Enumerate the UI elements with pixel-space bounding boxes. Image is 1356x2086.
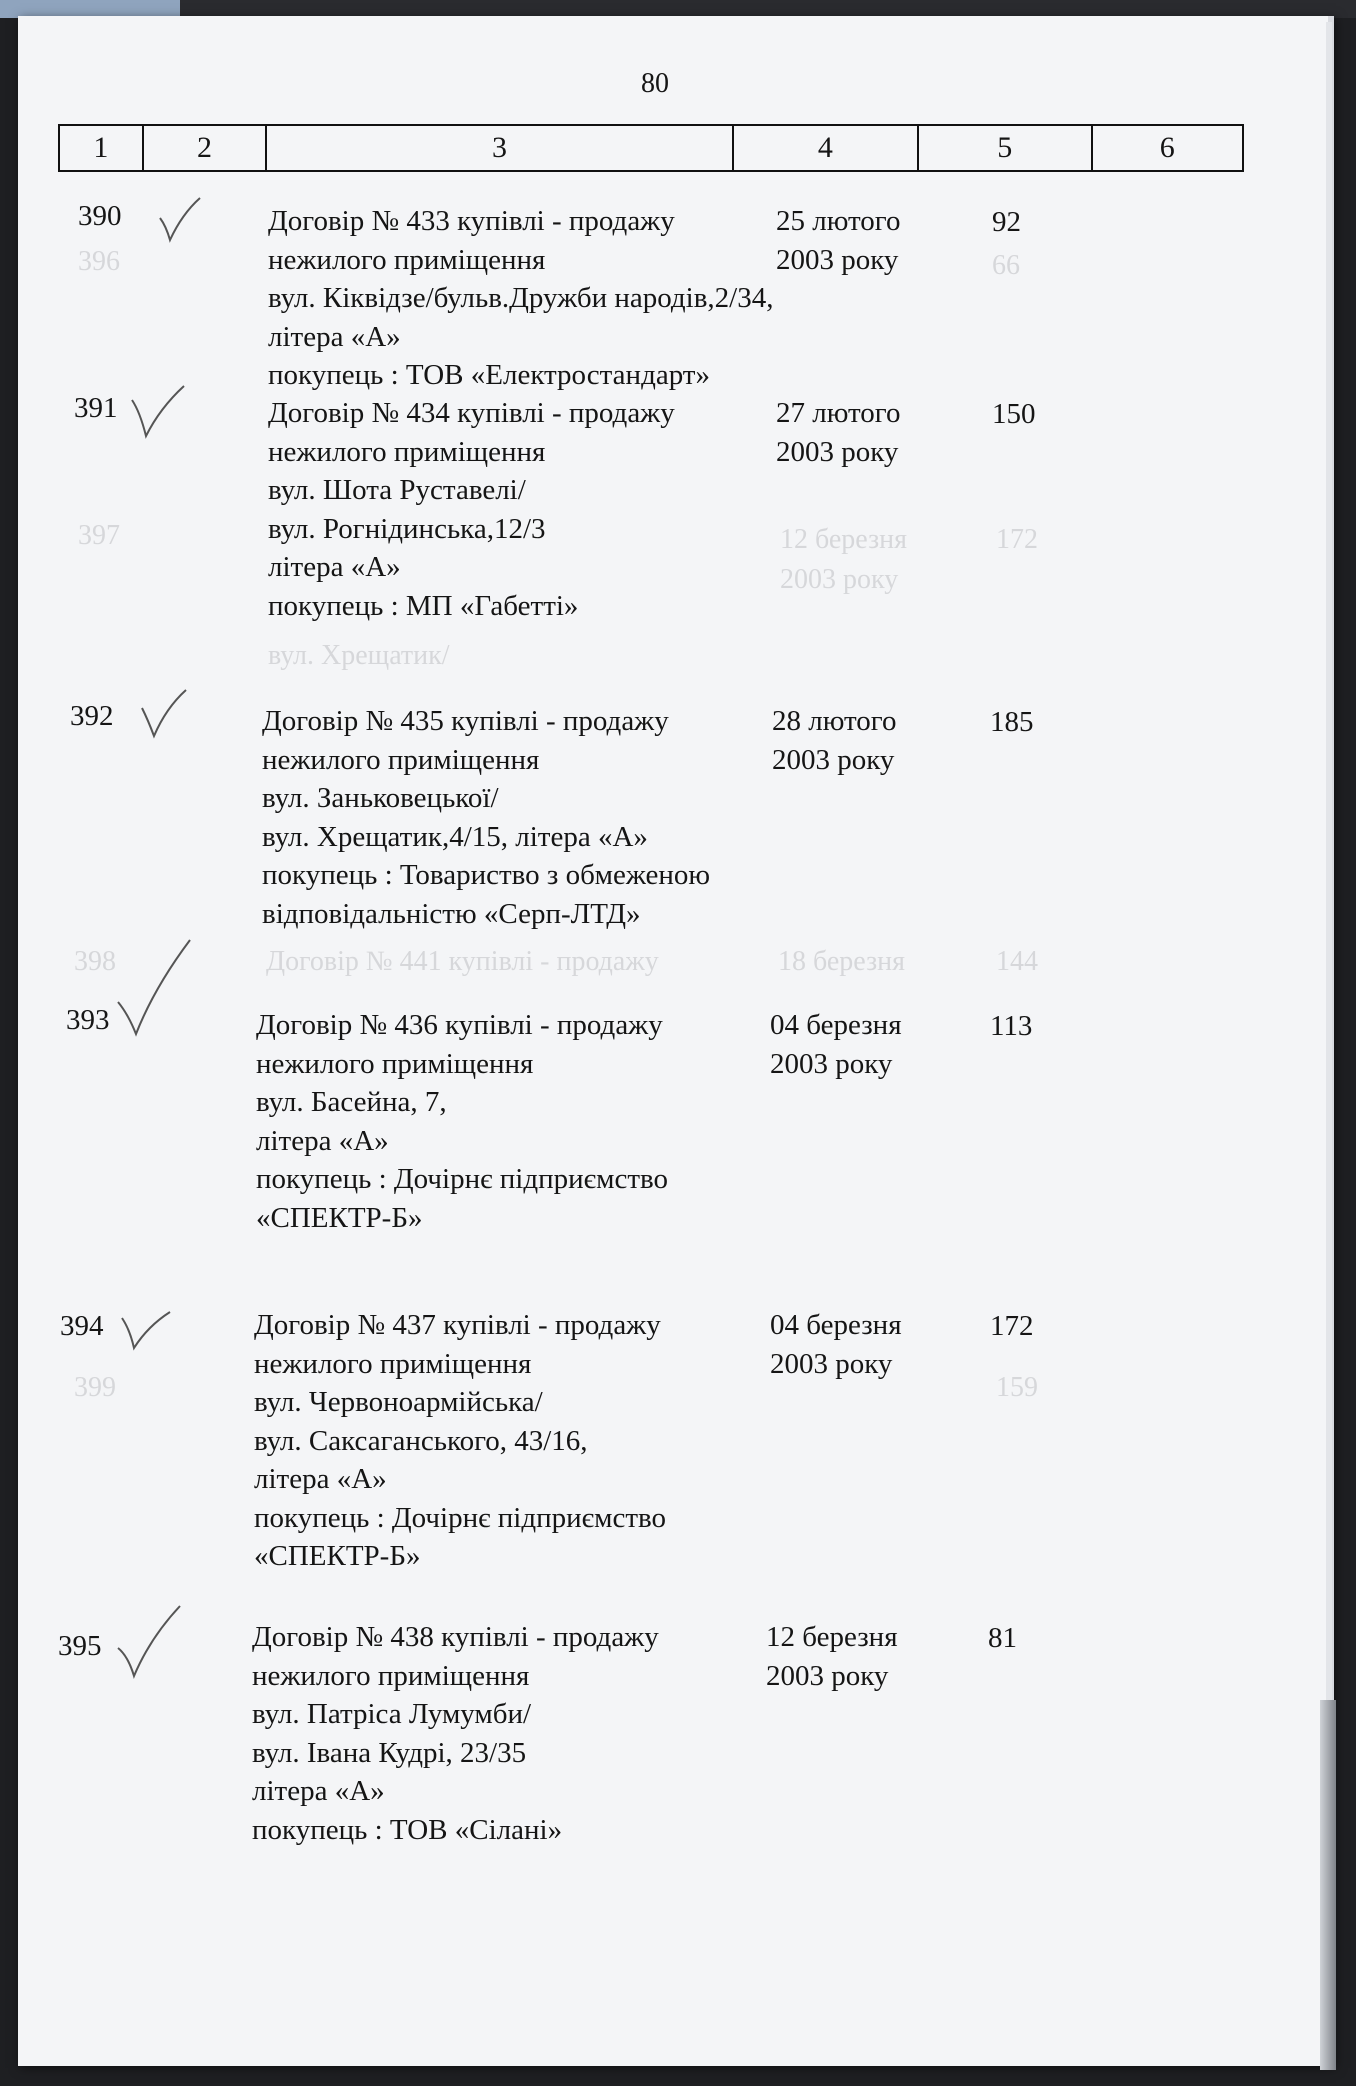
row-number: 392 [70, 700, 114, 732]
row-date: 27 лютого 2003 року [776, 397, 901, 468]
checkmark-icon [138, 688, 190, 740]
row-quantity: 172 [990, 1310, 1034, 1342]
bleed-text: Договір № 441 купівлі - продажу [266, 946, 659, 977]
bleed-text: 12 березня [780, 524, 907, 555]
bleed-text: 18 березня [778, 946, 905, 977]
row-date: 04 березня 2003 року [770, 1009, 902, 1080]
row-date: 28 лютого 2003 року [772, 705, 897, 776]
row-quantity: 185 [990, 706, 1034, 738]
row-quantity: 92 [992, 206, 1021, 238]
row-description: Договір № 434 купівлі - продажу нежилого приміщення вул. Шота Руставелі/ вул. Рогнідинська,12/3 літера «А» покупець : МП «Габетті» [268, 397, 675, 622]
row-number: 391 [74, 392, 118, 424]
checkmark-icon [128, 384, 188, 440]
bleed-text: 397 [78, 520, 120, 551]
header-col-6: 6 [1159, 131, 1175, 164]
row-description: Договір № 437 купівлі - продажу нежилого приміщення вул. Червоноармійська/ вул. Саксаганського, 43/16, літера «А» покупець : Дочірнє підприємство «СПЕКТР-Б» [254, 1309, 666, 1572]
bleed-text: 144 [996, 946, 1038, 977]
row-date: 12 березня 2003 року [766, 1621, 898, 1692]
row-quantity: 150 [992, 398, 1036, 430]
table-header [58, 124, 1244, 172]
row-number: 395 [58, 1630, 102, 1662]
page-shadow [1320, 1700, 1336, 2070]
row-quantity: 81 [988, 1622, 1017, 1654]
row-quantity: 113 [990, 1010, 1033, 1042]
row-description: Договір № 438 купівлі - продажу нежилого приміщення вул. Патріса Лумумби/ вул. Івана Кудрі, 23/35 літера «А» покупець : ТОВ «Сілані» [252, 1621, 659, 1846]
header-col-3: 3 [267, 126, 733, 170]
checkmark-icon [118, 1308, 174, 1352]
header-col-4: 4 [734, 126, 919, 170]
row-description: Договір № 436 купівлі - продажу нежилого приміщення вул. Басейна, 7, літера «А» покупець : Дочірнє підприємство «СПЕКТР-Б» [256, 1009, 668, 1234]
bleed-text: 66 [992, 250, 1020, 281]
checkmark-icon [156, 196, 204, 244]
row-number: 394 [60, 1310, 104, 1342]
header-col-1: 1 [60, 126, 144, 170]
bleed-text: 398 [74, 946, 116, 977]
row-description: Договір № 435 купівлі - продажу нежилого приміщення вул. Заньковецької/ вул. Хрещатик,4/15, літера «А» покупець : Товариство з обмеженою відповідальністю «Серп-ЛТД» [262, 705, 711, 930]
bleed-text: 2003 року [780, 564, 899, 595]
row-date: 25 лютого 2003 року [776, 205, 901, 276]
row-date: 04 березня 2003 року [770, 1309, 902, 1380]
row-number: 390 [78, 200, 122, 232]
row-number: 393 [66, 1004, 110, 1036]
page-number: 80 [641, 68, 669, 99]
bleed-text: 396 [78, 246, 120, 277]
bleed-text: 399 [74, 1372, 116, 1403]
checkmark-icon [114, 938, 194, 1038]
checkmark-icon [114, 1604, 184, 1680]
bleed-text: 172 [996, 524, 1038, 555]
header-col-5: 5 [919, 126, 1092, 170]
bleed-text: вул. Хрещатик/ [268, 640, 450, 671]
header-col-2: 2 [144, 126, 268, 170]
bleed-text: 159 [996, 1372, 1038, 1403]
row-description: Договір № 433 купівлі - продажу нежилого приміщення вул. Кіквідзе/бульв.Дружби народів,2/34, літера «А» покупець : ТОВ «Електростандарт» [268, 205, 774, 391]
